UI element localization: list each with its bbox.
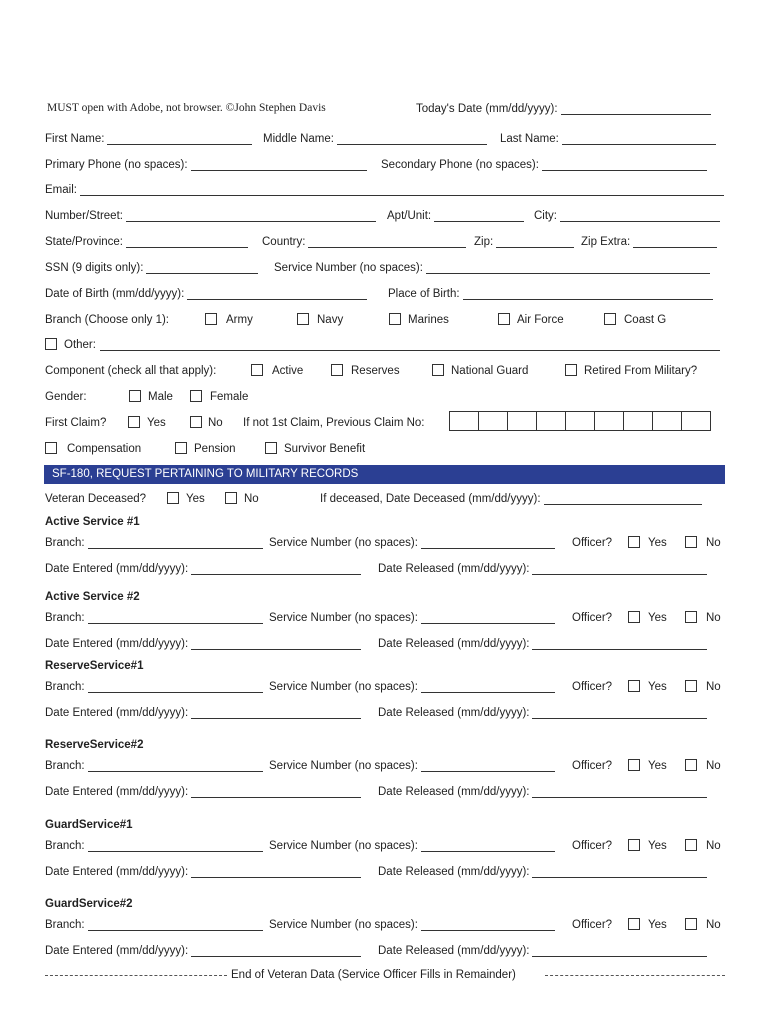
compensation-label [67,443,141,455]
service-number-field[interactable] [421,538,555,549]
service-branch-label: Branch: [45,919,85,931]
date-entered-field[interactable] [191,639,361,650]
service-branch-label: Branch: [45,537,85,549]
zip-extra-field[interactable] [633,237,717,248]
service-branch-label: Branch: [45,840,85,852]
claim-digit-cell[interactable] [594,411,624,431]
claim-digit-cell[interactable] [478,411,508,431]
service-branch-row [45,760,263,772]
state-label: State/Province: [45,236,123,248]
last-name-row [500,133,716,145]
service-number-field[interactable] [421,682,555,693]
service-branch-row [45,840,263,852]
first-claim-no-label [208,417,223,429]
date-entered-field[interactable] [191,708,361,719]
claim-digit-cell[interactable] [536,411,566,431]
date-entered-field[interactable] [191,867,361,878]
date-released-label: Date Released (mm/dd/yyyy): [378,638,530,650]
date-released-row [378,866,707,878]
officer-no-text: No [706,840,721,852]
date-released-row [378,638,707,650]
reserves-text: Reserves [351,365,400,377]
date-released-row [378,707,707,719]
survivor-benefit-text: Survivor Benefit [284,443,366,455]
officer-no-label [706,537,721,549]
officer-no-checkbox[interactable] [685,536,697,548]
dob-label: Date of Birth (mm/dd/yyyy): [45,288,185,300]
zip-field[interactable] [496,237,574,248]
service-number-row [269,681,555,693]
deceased-no-label [244,493,259,505]
date-entered-row [45,707,361,719]
survivor-benefit-checkbox[interactable] [265,442,277,454]
service-section-title-text: ReserveService#2 [45,739,144,751]
service-section-title-text: GuardService#2 [45,898,133,910]
branch-label [45,314,169,326]
officer-text: Officer? [572,681,613,693]
deceased-no-text: No [244,493,259,505]
officer-text: Officer? [572,537,613,549]
compensation-checkbox[interactable] [45,442,57,454]
state-row [45,236,248,248]
marines-text: Marines [408,314,449,326]
service-section-title-text: ReserveService#1 [45,660,144,672]
city-label: City: [534,210,557,222]
todays-date-row [416,103,711,115]
service-branch-row [45,681,263,693]
service-section-title [45,516,140,528]
officer-no-label [706,840,721,852]
claim-digit-cell[interactable] [681,411,711,431]
footer-divider-left [45,975,227,977]
service-number-label: Service Number (no spaces): [269,760,418,772]
primary-phone-field[interactable] [191,160,367,171]
officer-yes-label [648,681,667,693]
officer-no-text: No [706,681,721,693]
airforce-text: Air Force [517,314,564,326]
officer-text: Officer? [572,919,613,931]
service-number-label: Service Number (no spaces): [269,840,418,852]
officer-no-text: No [706,760,721,772]
pension-label [194,443,236,455]
deceased-label [45,493,146,505]
date-entered-field[interactable] [191,787,361,798]
service-number-row [269,612,555,624]
service-number-row [269,919,555,931]
branch-army-label [226,314,253,326]
officer-yes-checkbox[interactable] [628,918,640,930]
officer-no-label [706,919,721,931]
officer-yes-label [648,840,667,852]
adobe-notice [47,102,326,114]
service-number-field[interactable] [421,920,555,931]
officer-no-checkbox[interactable] [685,611,697,623]
first-name-row [45,133,252,145]
officer-no-checkbox[interactable] [685,839,697,851]
component-reserves-checkbox[interactable] [331,364,343,376]
officer-label [572,537,612,549]
deceased-yes-label [186,493,205,505]
ssn-label: SSN (9 digits only): [45,262,144,274]
pob-row [388,288,713,300]
claim-digit-cell[interactable] [623,411,653,431]
service-number-label: Service Number (no spaces): [269,612,418,624]
service-branch-field[interactable] [88,682,263,693]
component-guard-checkbox[interactable] [432,364,444,376]
navy-text: Navy [317,314,344,326]
component-retired-checkbox[interactable] [565,364,577,376]
officer-yes-text: Yes [648,681,667,693]
date-entered-label: Date Entered (mm/dd/yyyy): [45,563,189,575]
secondary-phone-label: Secondary Phone (no spaces): [381,159,539,171]
officer-no-text: No [706,919,721,931]
claim-digit-cell[interactable] [652,411,682,431]
first-claim-yes-checkbox[interactable] [128,416,140,428]
officer-yes-text: Yes [648,840,667,852]
street-field[interactable] [126,211,376,222]
date-entered-row [45,866,361,878]
officer-yes-text: Yes [648,919,667,931]
date-entered-row [45,945,361,957]
deceased-yes-checkbox[interactable] [167,492,179,504]
branch-label-text: Branch (Choose only 1): [45,314,170,326]
pob-field[interactable] [463,289,713,300]
state-field[interactable] [126,237,248,248]
ssn-row [45,262,258,274]
city-field[interactable] [560,211,720,222]
date-entered-row [45,563,361,575]
ssn-field[interactable] [146,263,258,274]
previous-claim-label [243,417,425,429]
branch-coastguard-label [624,314,666,326]
date-released-label: Date Released (mm/dd/yyyy): [378,866,530,878]
date-released-label: Date Released (mm/dd/yyyy): [378,786,530,798]
branch-navy-label [317,314,343,326]
service-number-label: Service Number (no spaces): [274,262,423,274]
officer-text: Officer? [572,840,613,852]
component-active-label [272,365,303,377]
date-released-row [378,945,707,957]
male-text: Male [148,391,173,403]
service-number-label: Service Number (no spaces): [269,681,418,693]
date-deceased-label: If deceased, Date Deceased (mm/dd/yyyy): [320,493,541,505]
officer-yes-checkbox[interactable] [628,839,640,851]
apt-label: Apt/Unit: [387,210,432,222]
other-label: Other: [64,339,96,351]
middle-name-field[interactable] [337,134,487,145]
date-released-field[interactable] [532,564,707,575]
service-number-field[interactable] [426,263,710,274]
officer-text: Officer? [572,760,613,772]
date-released-row [378,786,707,798]
army-text: Army [226,314,253,326]
service-section-title-text: Active Service #1 [45,516,140,528]
pension-checkbox[interactable] [175,442,187,454]
middle-name-label: Middle Name: [263,133,334,145]
apt-field[interactable] [434,211,524,222]
branch-other-checkbox[interactable] [45,338,57,350]
officer-yes-label [648,760,667,772]
gender-male-checkbox[interactable] [129,390,141,402]
email-label: Email: [45,184,77,196]
date-released-field[interactable] [532,787,707,798]
last-name-label: Last Name: [500,133,559,145]
officer-yes-label [648,612,667,624]
service-section-title [45,898,133,910]
claim-digit-cell[interactable] [507,411,537,431]
date-entered-row [45,638,361,650]
gender-female-checkbox[interactable] [190,390,202,402]
other-row [64,339,720,351]
country-row [262,236,466,248]
service-number-field[interactable] [421,613,555,624]
last-name-field[interactable] [562,134,716,145]
date-released-field[interactable] [532,867,707,878]
officer-label [572,681,612,693]
officer-label [572,919,612,931]
service-number-row [269,537,555,549]
compensation-text: Compensation [67,443,142,455]
female-text: Female [210,391,249,403]
officer-yes-label [648,919,667,931]
first-claim-text: First Claim? [45,417,107,429]
street-row [45,210,376,222]
service-section-title [45,660,143,672]
apt-row [387,210,524,222]
previous-claim-number-cells[interactable] [450,411,711,431]
date-released-field[interactable] [532,708,707,719]
secondary-phone-row [381,159,707,171]
gender-female-label [210,391,248,403]
country-label: Country: [262,236,306,248]
date-released-field[interactable] [532,946,707,957]
officer-yes-text: Yes [648,612,667,624]
first-claim-label [45,417,106,429]
zip-label: Zip: [474,236,494,248]
deceased-yes-text: Yes [186,493,205,505]
first-claim-yes-label [147,417,166,429]
officer-label [572,760,612,772]
component-retired-label [584,365,697,377]
gender-male-label [148,391,173,403]
branch-army-checkbox[interactable] [205,313,217,325]
service-number-field[interactable] [421,761,555,772]
footer-divider-right [545,975,725,977]
officer-no-label [706,681,721,693]
branch-marines-label [408,314,449,326]
service-number-row [269,840,555,852]
service-number-label: Service Number (no spaces): [269,919,418,931]
date-deceased-row [320,493,702,505]
first-claim-yes-text: Yes [147,417,166,429]
date-released-label: Date Released (mm/dd/yyyy): [378,563,530,575]
officer-no-checkbox[interactable] [685,918,697,930]
officer-yes-text: Yes [648,760,667,772]
previous-claim-text: If not 1st Claim, Previous Claim No: [243,417,425,429]
service-number-field[interactable] [421,841,555,852]
component-label [45,365,216,377]
branch-airforce-checkbox[interactable] [498,313,510,325]
service-section-title-text: GuardService#1 [45,819,133,831]
service-section-title-text: Active Service #2 [45,591,140,603]
service-branch-row [45,919,263,931]
date-released-row [378,563,707,575]
first-name-label: First Name: [45,133,105,145]
officer-label [572,612,612,624]
service-branch-field[interactable] [88,538,263,549]
component-active-checkbox[interactable] [251,364,263,376]
first-claim-no-text: No [208,417,223,429]
date-entered-label: Date Entered (mm/dd/yyyy): [45,707,189,719]
service-branch-field[interactable] [88,920,263,931]
officer-no-checkbox[interactable] [685,680,697,692]
service-number-row [269,760,555,772]
country-field[interactable] [308,237,466,248]
active-text: Active [272,365,304,377]
branch-marines-checkbox[interactable] [389,313,401,325]
footer-text [231,969,516,981]
service-number-row [274,262,710,274]
dob-row [45,288,367,300]
sf180-banner [44,465,725,484]
branch-coastguard-checkbox[interactable] [604,313,616,325]
email-row [45,184,724,196]
component-guard-label [451,365,528,377]
service-number-label: Service Number (no spaces): [269,537,418,549]
todays-date-label: Today's Date (mm/dd/yyyy): [416,103,558,115]
date-entered-row [45,786,361,798]
sf180-banner-text: SF-180, REQUEST PERTAINING TO MILITARY RECORDS [52,468,359,480]
gender-label-text: Gender: [45,391,87,403]
officer-yes-checkbox[interactable] [628,611,640,623]
officer-label [572,840,612,852]
deceased-text: Veteran Deceased? [45,493,147,505]
branch-navy-checkbox[interactable] [297,313,309,325]
first-claim-no-checkbox[interactable] [190,416,202,428]
coastguard-text: Coast G [624,314,667,326]
officer-yes-checkbox[interactable] [628,759,640,771]
officer-no-label [706,760,721,772]
officer-no-text: No [706,537,721,549]
footer-label: End of Veteran Data (Service Officer Fills in Remainder) [231,969,516,981]
other-field[interactable] [100,340,720,351]
todays-date-field[interactable] [561,104,711,115]
retired-text: Retired From Military? [584,365,698,377]
secondary-phone-field[interactable] [542,160,707,171]
officer-yes-label [648,537,667,549]
component-label-text: Component (check all that apply): [45,365,217,377]
zip-row [474,236,574,248]
date-entered-field[interactable] [191,946,361,957]
officer-text: Officer? [572,612,613,624]
component-reserves-label [351,365,400,377]
date-entered-label: Date Entered (mm/dd/yyyy): [45,786,189,798]
zip-extra-label: Zip Extra: [581,236,631,248]
officer-no-text: No [706,612,721,624]
claim-digit-cell[interactable] [449,411,479,431]
first-name-field[interactable] [107,134,252,145]
service-branch-label: Branch: [45,612,85,624]
date-deceased-field[interactable] [544,494,702,505]
service-branch-row [45,537,263,549]
service-branch-row [45,612,263,624]
officer-yes-checkbox[interactable] [628,536,640,548]
notice-text: MUST open with Adobe, not browser. ©John Stephen Davis [47,102,326,114]
officer-yes-text: Yes [648,537,667,549]
officer-no-checkbox[interactable] [685,759,697,771]
survivor-benefit-label [284,443,365,455]
city-row [534,210,720,222]
date-entered-label: Date Entered (mm/dd/yyyy): [45,945,189,957]
service-section-title [45,591,140,603]
dob-field[interactable] [187,289,367,300]
service-branch-field[interactable] [88,841,263,852]
zip-extra-row [581,236,717,248]
service-branch-label: Branch: [45,760,85,772]
primary-phone-label: Primary Phone (no spaces): [45,159,188,171]
service-section-title [45,819,133,831]
date-entered-field[interactable] [191,564,361,575]
date-released-label: Date Released (mm/dd/yyyy): [378,707,530,719]
date-released-label: Date Released (mm/dd/yyyy): [378,945,530,957]
date-entered-label: Date Entered (mm/dd/yyyy): [45,638,189,650]
street-label: Number/Street: [45,210,123,222]
service-section-title [45,739,143,751]
gender-label [45,391,87,403]
service-branch-field[interactable] [88,613,263,624]
deceased-no-checkbox[interactable] [225,492,237,504]
primary-phone-row [45,159,367,171]
guard-text: National Guard [451,365,529,377]
claim-digit-cell[interactable] [565,411,595,431]
branch-airforce-label [517,314,564,326]
pension-text: Pension [194,443,236,455]
service-branch-label: Branch: [45,681,85,693]
officer-yes-checkbox[interactable] [628,680,640,692]
date-entered-label: Date Entered (mm/dd/yyyy): [45,866,189,878]
middle-name-row [263,133,487,145]
service-branch-field[interactable] [88,761,263,772]
email-field[interactable] [80,185,724,196]
date-released-field[interactable] [532,639,707,650]
officer-no-label [706,612,721,624]
pob-label: Place of Birth: [388,288,460,300]
